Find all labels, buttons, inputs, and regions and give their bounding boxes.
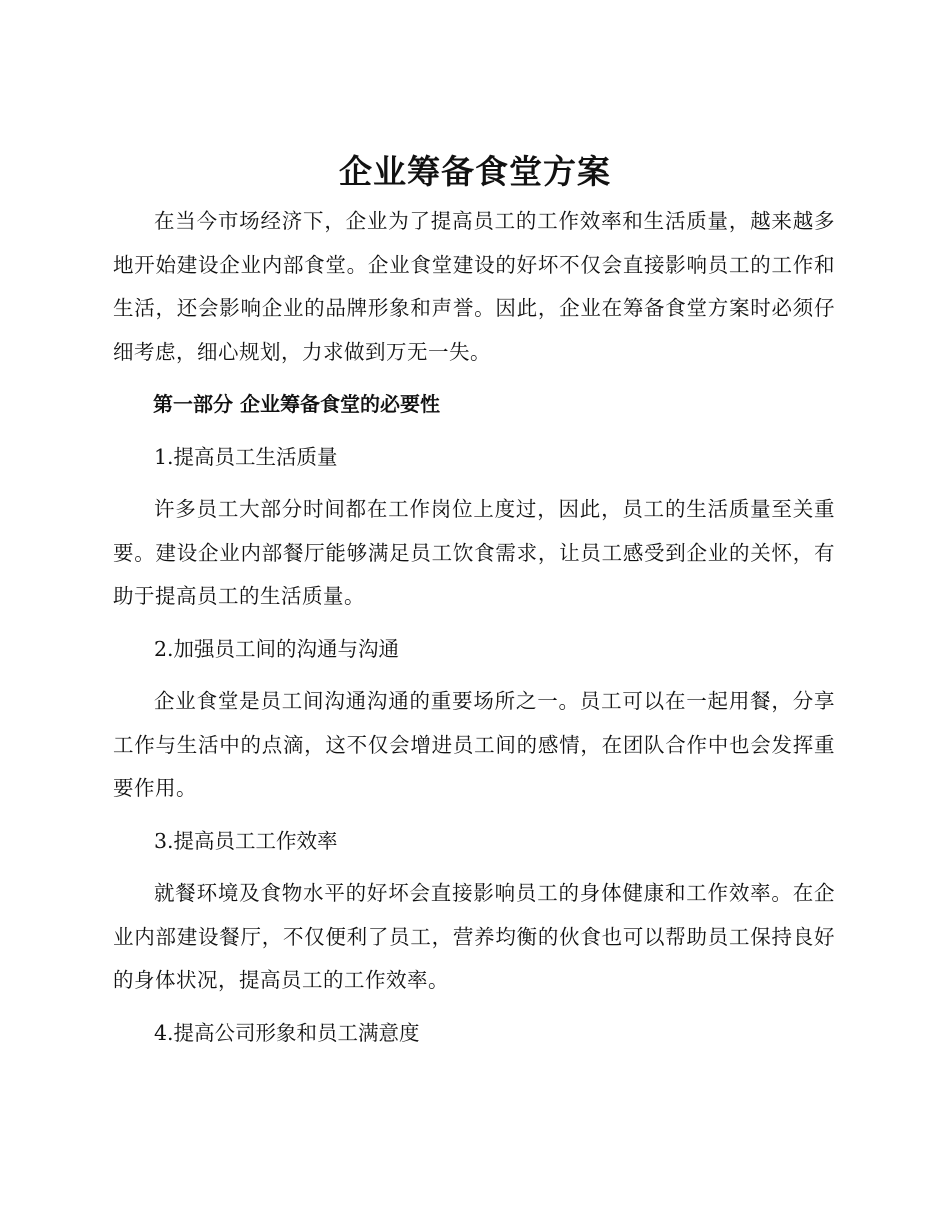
item-3-text: 就餐环境及食物水平的好坏会直接影响员工的身体健康和工作效率。在企业内部建设餐厅，不仅便利了员工，营养均衡的伙食也可以帮助员工保持良好的身体状况，提高员工的工作效率。 <box>113 881 835 992</box>
item-3-title: 3.提高员工工作效率 <box>154 828 338 853</box>
item-1-text: 许多员工大部分时间都在工作岗位上度过，因此，员工的生活质量至关重要。建设企业内部餐厅能够满足员工饮食需求，让员工感受到企业的关怀，有助于提高员工的生活质量。 <box>113 497 835 608</box>
item-4-title: 4.提高公司形象和员工满意度 <box>154 1020 420 1045</box>
section-heading: 第一部分 企业筹备食堂的必要性 <box>153 392 440 416</box>
document-body <box>113 200 835 1064</box>
intro-paragraph: 在当今市场经济下，企业为了提高员工的工作效率和生活质量，越来越多地开始建设企业内部食堂。企业食堂建设的好坏不仅会直接影响员工的工作和生活，还会影响企业的品牌形象和声誉。因此，企业在筹备食堂方案时必须仔细考虑，细心规划，力求做到万无一失。 <box>113 209 835 364</box>
document-title: 企业筹备食堂方案 <box>339 152 611 191</box>
item-2-text: 企业食堂是员工间沟通沟通的重要场所之一。员工可以在一起用餐，分享工作与生活中的点滴，这不仅会增进员工间的感情，在团队合作中也会发挥重要作用。 <box>113 689 835 800</box>
item-2-title: 2.加强员工间的沟通与沟通 <box>154 636 400 661</box>
item-1-title: 1.提高员工生活质量 <box>154 444 338 469</box>
